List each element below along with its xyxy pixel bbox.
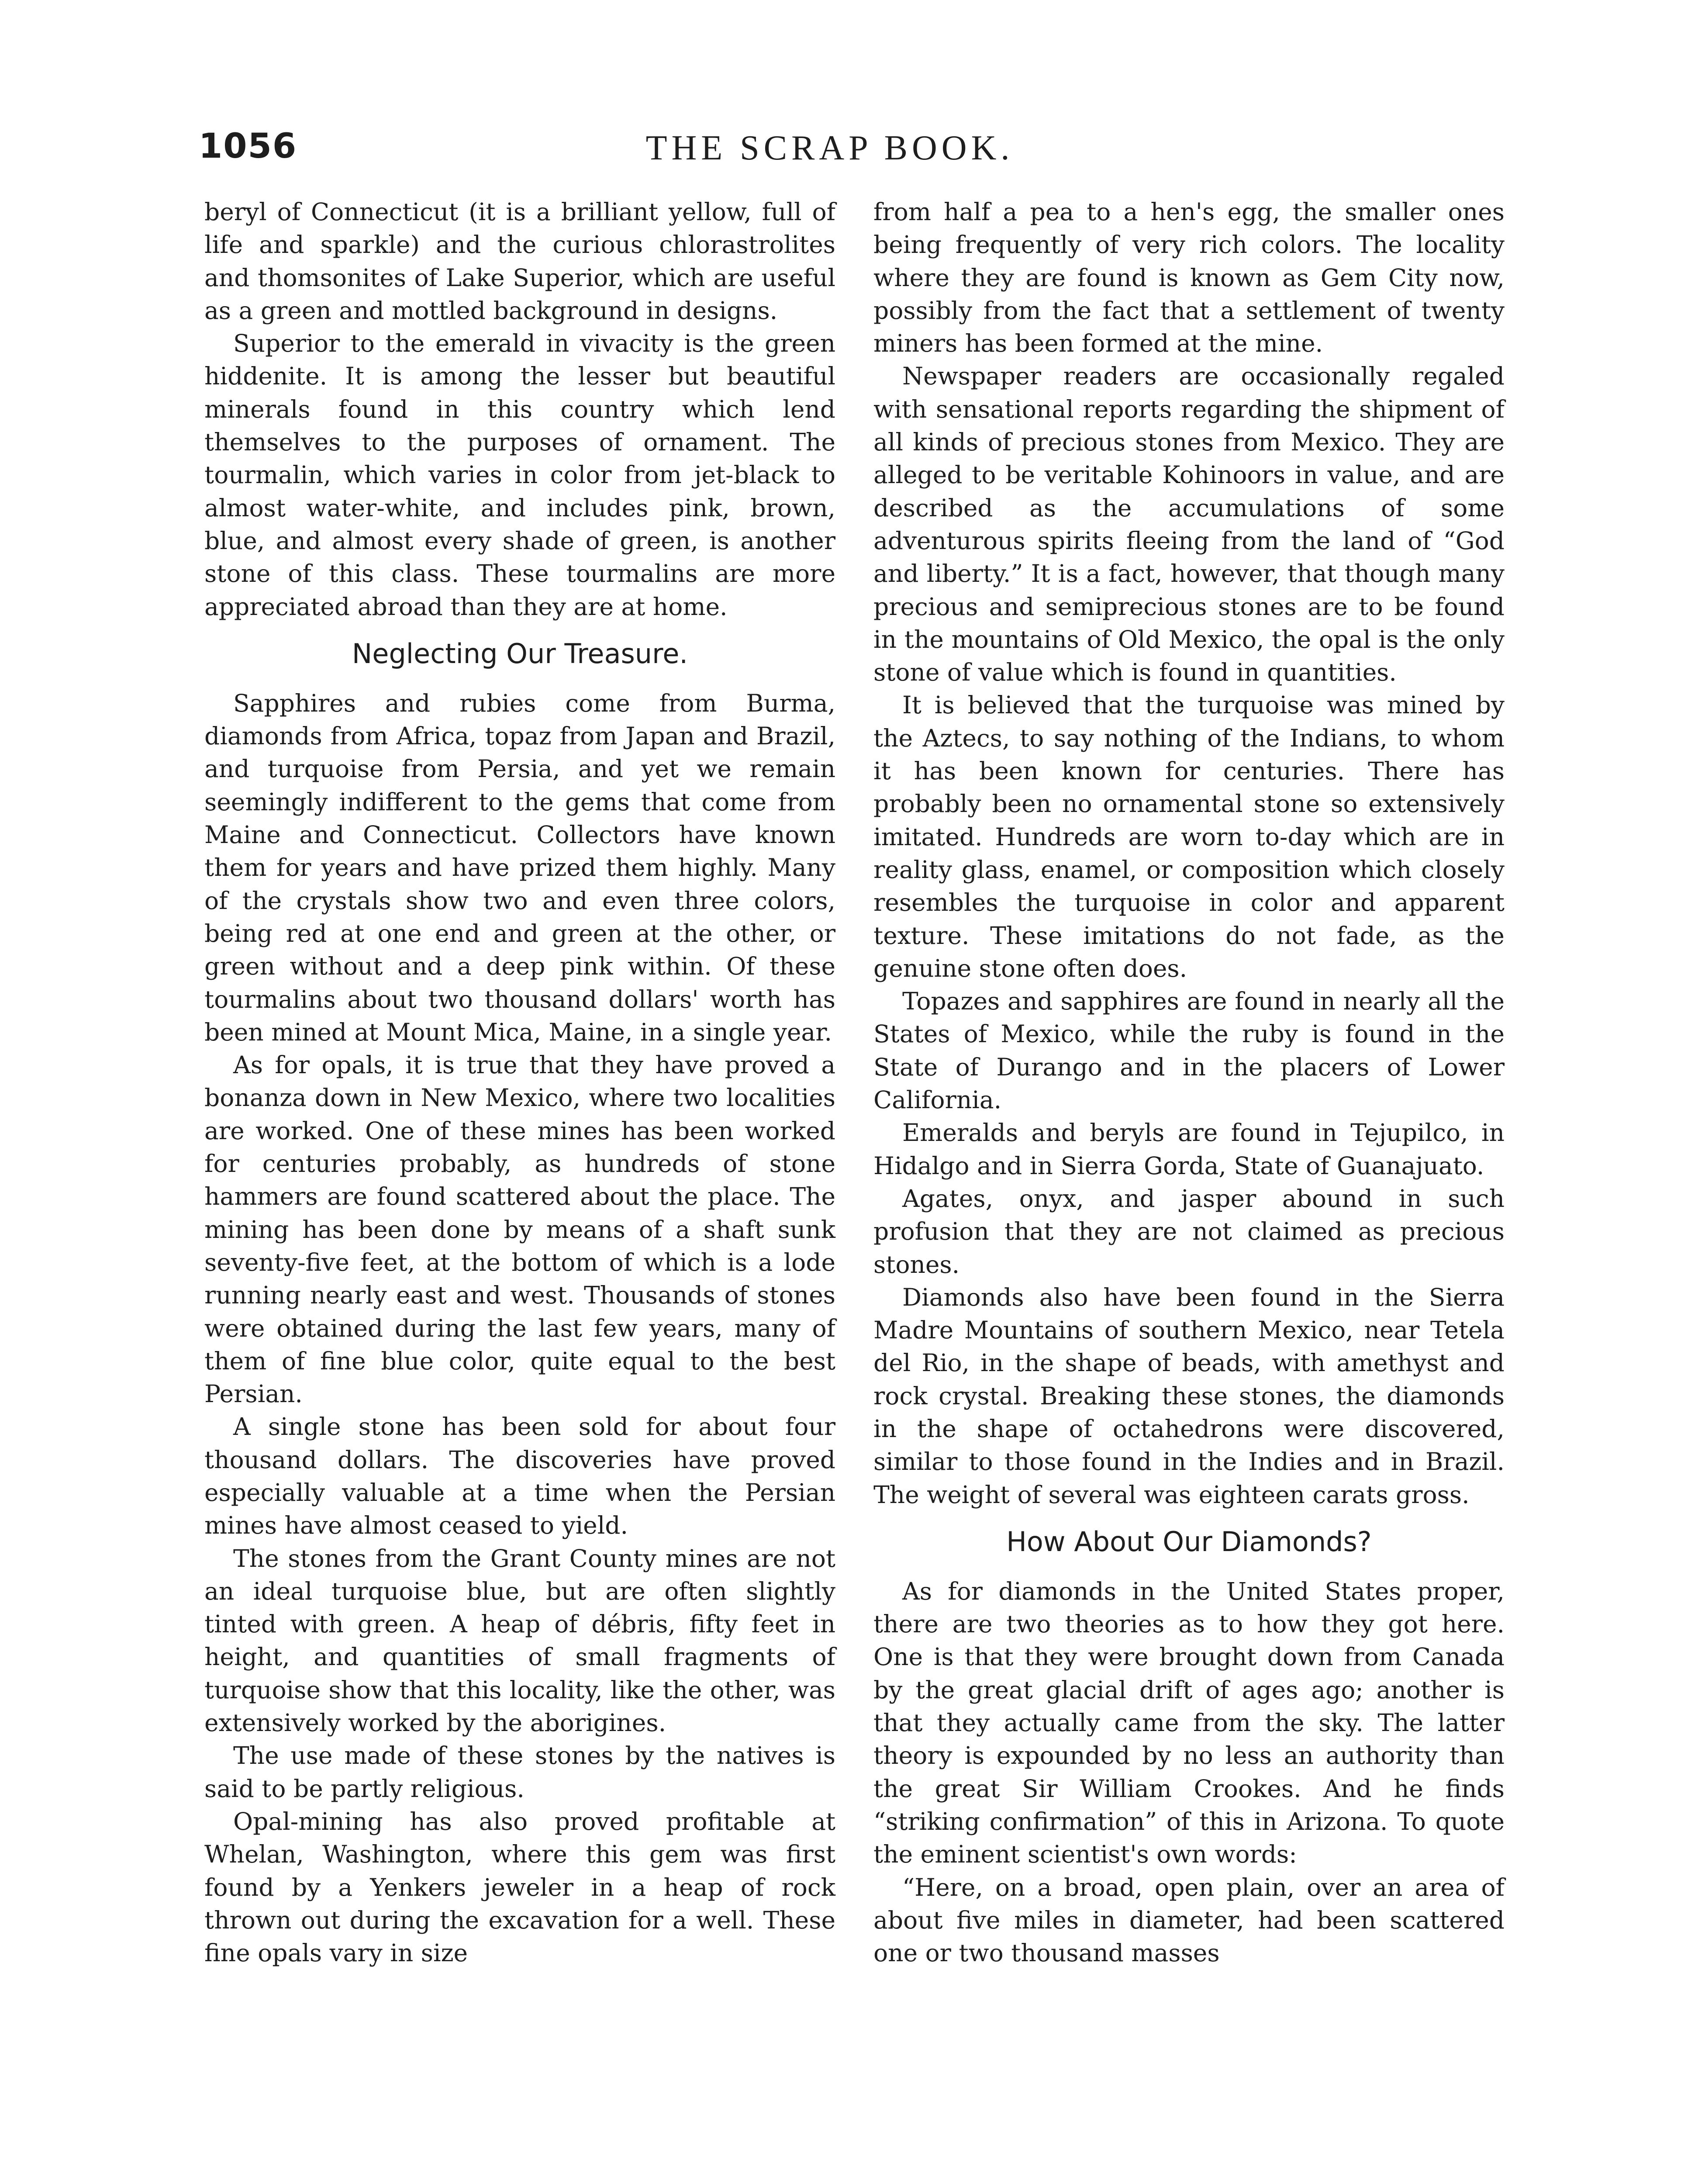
paragraph: Sapphires and rubies come from Burma, diamonds from Africa, topaz from Japan and Brazil, and turquoise from Persia, and yet we remain seemingly indifferent to the gems that come from Maine and Connecticut. Collectors have known them for years and have prized them highly. Many of the crystals show two and even three colors, being red at one end and green at the other, or green without and a deep pink within. Of these tourmalins about two thousand dollars' worth has been mined at Mount Mica, Maine, in a single year. [204, 689, 835, 1046]
paragraph: As for diamonds in the United States proper, there are two theories as to how they got here. One is that they were brought down from Canada by the great glacial drift of ages ago; another is that they actually came from the sky. The latter theory is expounded by no less an authority than the great Sir William Crookes. And he finds “striking confirmation” of this in Arizona. To quote the eminent scientist's own words: [873, 1577, 1505, 1869]
paragraph: The stones from the Grant County mines are not an ideal turquoise blue, but are often slightly tinted with green. A heap of débris, fifty feet in height, and quantities of small fragments of turquoise show that this locality, like the other, was extensively worked by the aborigines. [204, 1544, 835, 1737]
paragraph: As for opals, it is true that they have proved a bonanza down in New Mexico, where two localities are worked. One of these mines has been worked for centuries probably, as hundreds of stone hammers are found scattered about the place. The mining has been done by means of a shaft sunk seventy-five feet, at the bottom of which is a lode running nearly east and west. Thousands of stones were obtained during the last few years, many of them of fine blue color, quite equal to the best Persian. [204, 1051, 835, 1408]
paragraph: Diamonds also have been found in the Sierra Madre Mountains of southern Mexico, near Tetela del Rio, in the shape of beads, with amethyst and rock crystal. Breaking these stones, the diamonds in the shape of octahedrons were discovered, similar to those found in the Indies and in Brazil. The weight of several was eighteen carats gross. [873, 1283, 1505, 1509]
right-column [873, 196, 1505, 1970]
paragraph: The use made of these stones by the natives is said to be partly religious. [204, 1742, 835, 1803]
paragraph: Agates, onyx, and jasper abound in such profusion that they are not claimed as precious stones. [873, 1184, 1505, 1279]
paragraph: Emeralds and beryls are found in Tejupilco, in Hidalgo and in Sierra Gorda, State of Guanajuato. [873, 1119, 1505, 1180]
section-heading: Neglecting Our Treasure. [352, 637, 688, 670]
paragraph: Newspaper readers are occasionally regaled with sensational reports regarding the shipment of all kinds of precious stones from Mexico. They are alleged to be veritable Kohinoors in value, and are described as the accumulations of some adventurous spirits fleeing from the land of “God and liberty.” It is a fact, however, that though many precious and semiprecious stones are to be found in the mountains of Old Mexico, the opal is the only stone of value which is found in quantities. [873, 362, 1505, 687]
paragraph: Topazes and sapphires are found in nearly all the States of Mexico, while the ruby is found in the State of Durango and in the placers of Lower California. [873, 987, 1505, 1114]
paragraph: A single stone has been sold for about four thousand dollars. The discoveries have proved especially valuable at a time when the Persian mines have almost ceased to yield. [204, 1413, 835, 1540]
page-header [199, 127, 1461, 188]
paragraph: “Here, on a broad, open plain, over an area of about five miles in diameter, had been scattered one or two thousand masses [873, 1873, 1505, 1967]
running-head: THE SCRAP BOOK. [645, 129, 1014, 167]
paragraph: Superior to the emerald in vivacity is the green hiddenite. It is among the lesser but beautiful minerals found in this country which lend themselves to the purposes of ornament. The tourmalin, which varies in color from jet-black to almost water-white, and includes pink, brown, blue, and almost every shade of green, is another stone of this class. These tourmalins are more appreciated abroad than they are at home. [204, 329, 835, 621]
left-column [204, 196, 835, 1970]
paragraph: beryl of Connecticut (it is a brilliant yellow, full of life and sparkle) and the curious chlorastrolites and thomsonites of Lake Superior, which are useful as a green and mottled background in designs. [204, 198, 835, 325]
paragraph: It is believed that the turquoise was mined by the Aztecs, to say nothing of the Indians, to whom it has been known for centuries. There has probably been no ornamental stone so extensively imitated. Hundreds are worn to-day which are in reality glass, enamel, or composition which closely resembles the turquoise in color and apparent texture. These imitations do not fade, as the genuine stone often does. [873, 691, 1505, 982]
page-number: 1056 [199, 127, 297, 166]
section-heading: How About Our Diamonds? [1006, 1525, 1372, 1558]
paragraph: from half a pea to a hen's egg, the smaller ones being frequently of very rich colors. The locality where they are found is known as Gem City now, possibly from the fact that a settlement of twenty miners has been formed at the mine. [873, 198, 1505, 358]
paragraph: Opal-mining has also proved profitable at Whelan, Washington, where this gem was first found by a Yenkers jeweler in a heap of rock thrown out during the excavation for a well. These fine opals vary in size [204, 1807, 835, 1967]
